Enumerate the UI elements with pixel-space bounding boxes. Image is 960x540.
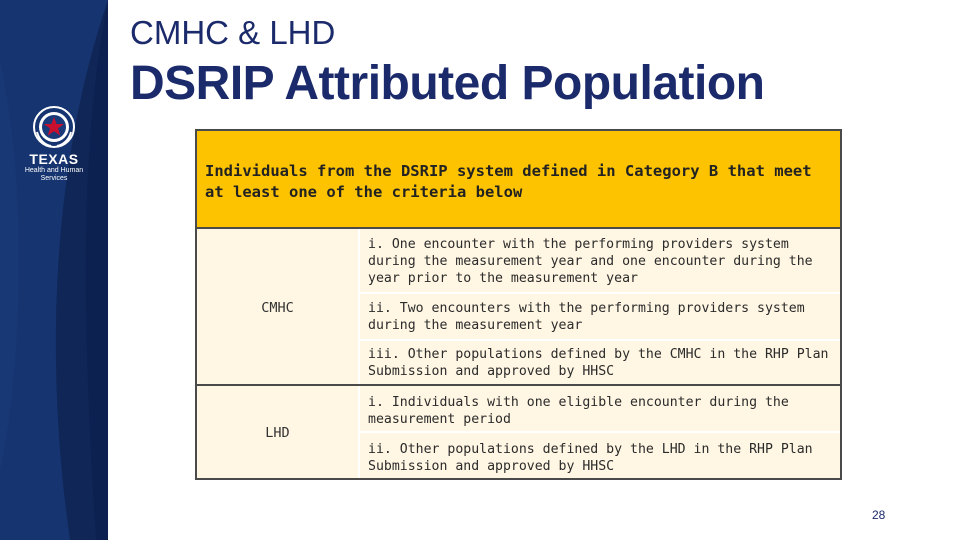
group-label-cmhc: CMHC <box>261 300 294 316</box>
slide-subtitle: CMHC & LHD <box>130 14 336 51</box>
row-divider <box>360 292 840 294</box>
group-label-lhd: LHD <box>265 425 290 441</box>
criterion-cmhc-3: iii. Other populations defined by the CMHC in the RHP Plan Submission and approved by HHSC <box>368 347 829 379</box>
group-cmhc-criteria-cell <box>360 229 840 384</box>
criterion-cmhc-1: i. One encounter with the performing providers system during the measurement year and one encounter during the year prior to the measurement year <box>368 237 813 286</box>
table-header-text: Individuals from the DSRIP system defined in Category B that meet at least one of the criteria below <box>205 162 812 201</box>
sidebar-band <box>0 0 108 540</box>
sidebar-swoosh <box>0 0 108 540</box>
criterion-lhd-1: i. Individuals with one eligible encounter during the measurement period <box>368 395 789 427</box>
criterion-lhd-2: ii. Other populations defined by the LHD in the RHP Plan Submission and approved by HHSC <box>368 442 813 474</box>
table-header <box>197 131 840 229</box>
criteria-table <box>195 129 842 480</box>
group-lhd-label-cell <box>197 386 360 478</box>
row-divider <box>360 431 840 433</box>
logo-wordmark: TEXAS <box>29 151 79 167</box>
group-cmhc-label-cell <box>197 229 360 384</box>
texas-hhs-logo <box>14 104 94 183</box>
criterion-cmhc-2: ii. Two encounters with the performing providers system during the measurement year <box>368 301 805 333</box>
group-lhd-criteria-cell <box>360 386 840 478</box>
logo-subtext: Health and Human Services <box>24 167 84 182</box>
row-divider <box>360 339 840 341</box>
texas-seal-icon <box>31 104 77 150</box>
page-number: 28 <box>872 508 886 522</box>
slide-title: DSRIP Attributed Population <box>130 57 765 110</box>
